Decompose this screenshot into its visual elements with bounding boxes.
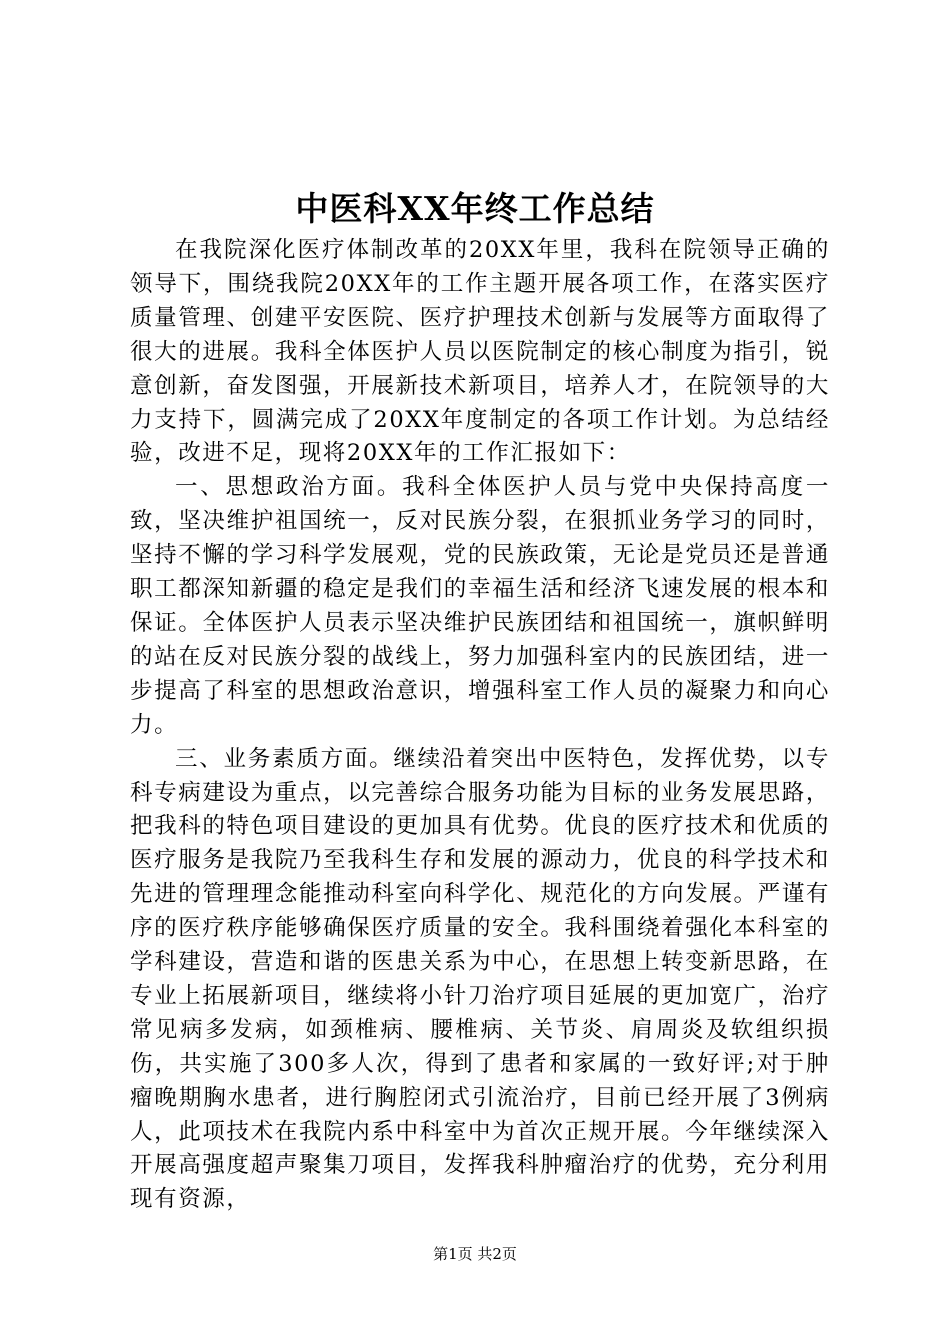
paragraph-professional: 三、业务素质方面。继续沿着突出中医特色，发挥优势，以专科专病建设为重点，以完善综合服务功能为目标的业务发展思路，把我科的特色项目建设的更加具有优势。优良的医疗技术和优质的医疗服务是我院乃至我科生存和发展的源动力，优良的科学技术和先进的管理理念能推动科室向科学化、规范化的方向发展。严谨有序的医疗秩序能够确保医疗质量的安全。我科围绕着强化本科室的学科建设，营造和谐的医患关系为中心，在思想上转变新思路，在专业上拓展新项目，继续将小针刀治疗项目延展的更加宽广，治疗常见病多发病，如颈椎病、腰椎病、关节炎、肩周炎及软组织损伤，共实施了300多人次，得到了患者和家属的一致好评;对于肿瘤晚期胸水患者，进行胸腔闭式引流治疗，目前已经开展了3例病人，此项技术在我院内系中科室中为首次正规开展。今年继续深入开展高强度超声聚集刀项目，发挥我科肿瘤治疗的优势，充分利用现有资源， (130, 745, 830, 1213)
paragraph-intro: 在我院深化医疗体制改革的20XX年里，我科在院领导正确的领导下，围绕我院20XX年的工作主题开展各项工作，在落实医疗质量管理、创建平安医院、医疗护理技术创新与发展等方面取得了很大的进展。我科全体医护人员以医院制定的核心制度为指引，锐意创新，奋发图强，开展新技术新项目，培养人才，在院领导的大力支持下，圆满完成了20XX年度制定的各项工作计划。为总结经验，改进不足，现将20XX年的工作汇报如下： (130, 237, 830, 467)
page-footer: 第1页 共2页 (433, 1245, 517, 1263)
document-title: 中医科XX年终工作总结 (295, 189, 655, 228)
document-body (130, 234, 830, 1217)
paragraph-political: 一、思想政治方面。我科全体医护人员与党中央保持高度一致，坚决维护祖国统一，反对民族分裂，在狠抓业务学习的同时，坚持不懈的学习科学发展观，党的民族政策，无论是党员还是普通职工都深知新疆的稳定是我们的幸福生活和经济飞速发展的根本和保证。全体医护人员表示坚决维护民族团结和祖国统一，旗帜鲜明的站在反对民族分裂的战线上，努力加强科室内的民族团结，进一步提高了科室的思想政治意识，增强科室工作人员的凝聚力和向心力。 (130, 474, 830, 738)
